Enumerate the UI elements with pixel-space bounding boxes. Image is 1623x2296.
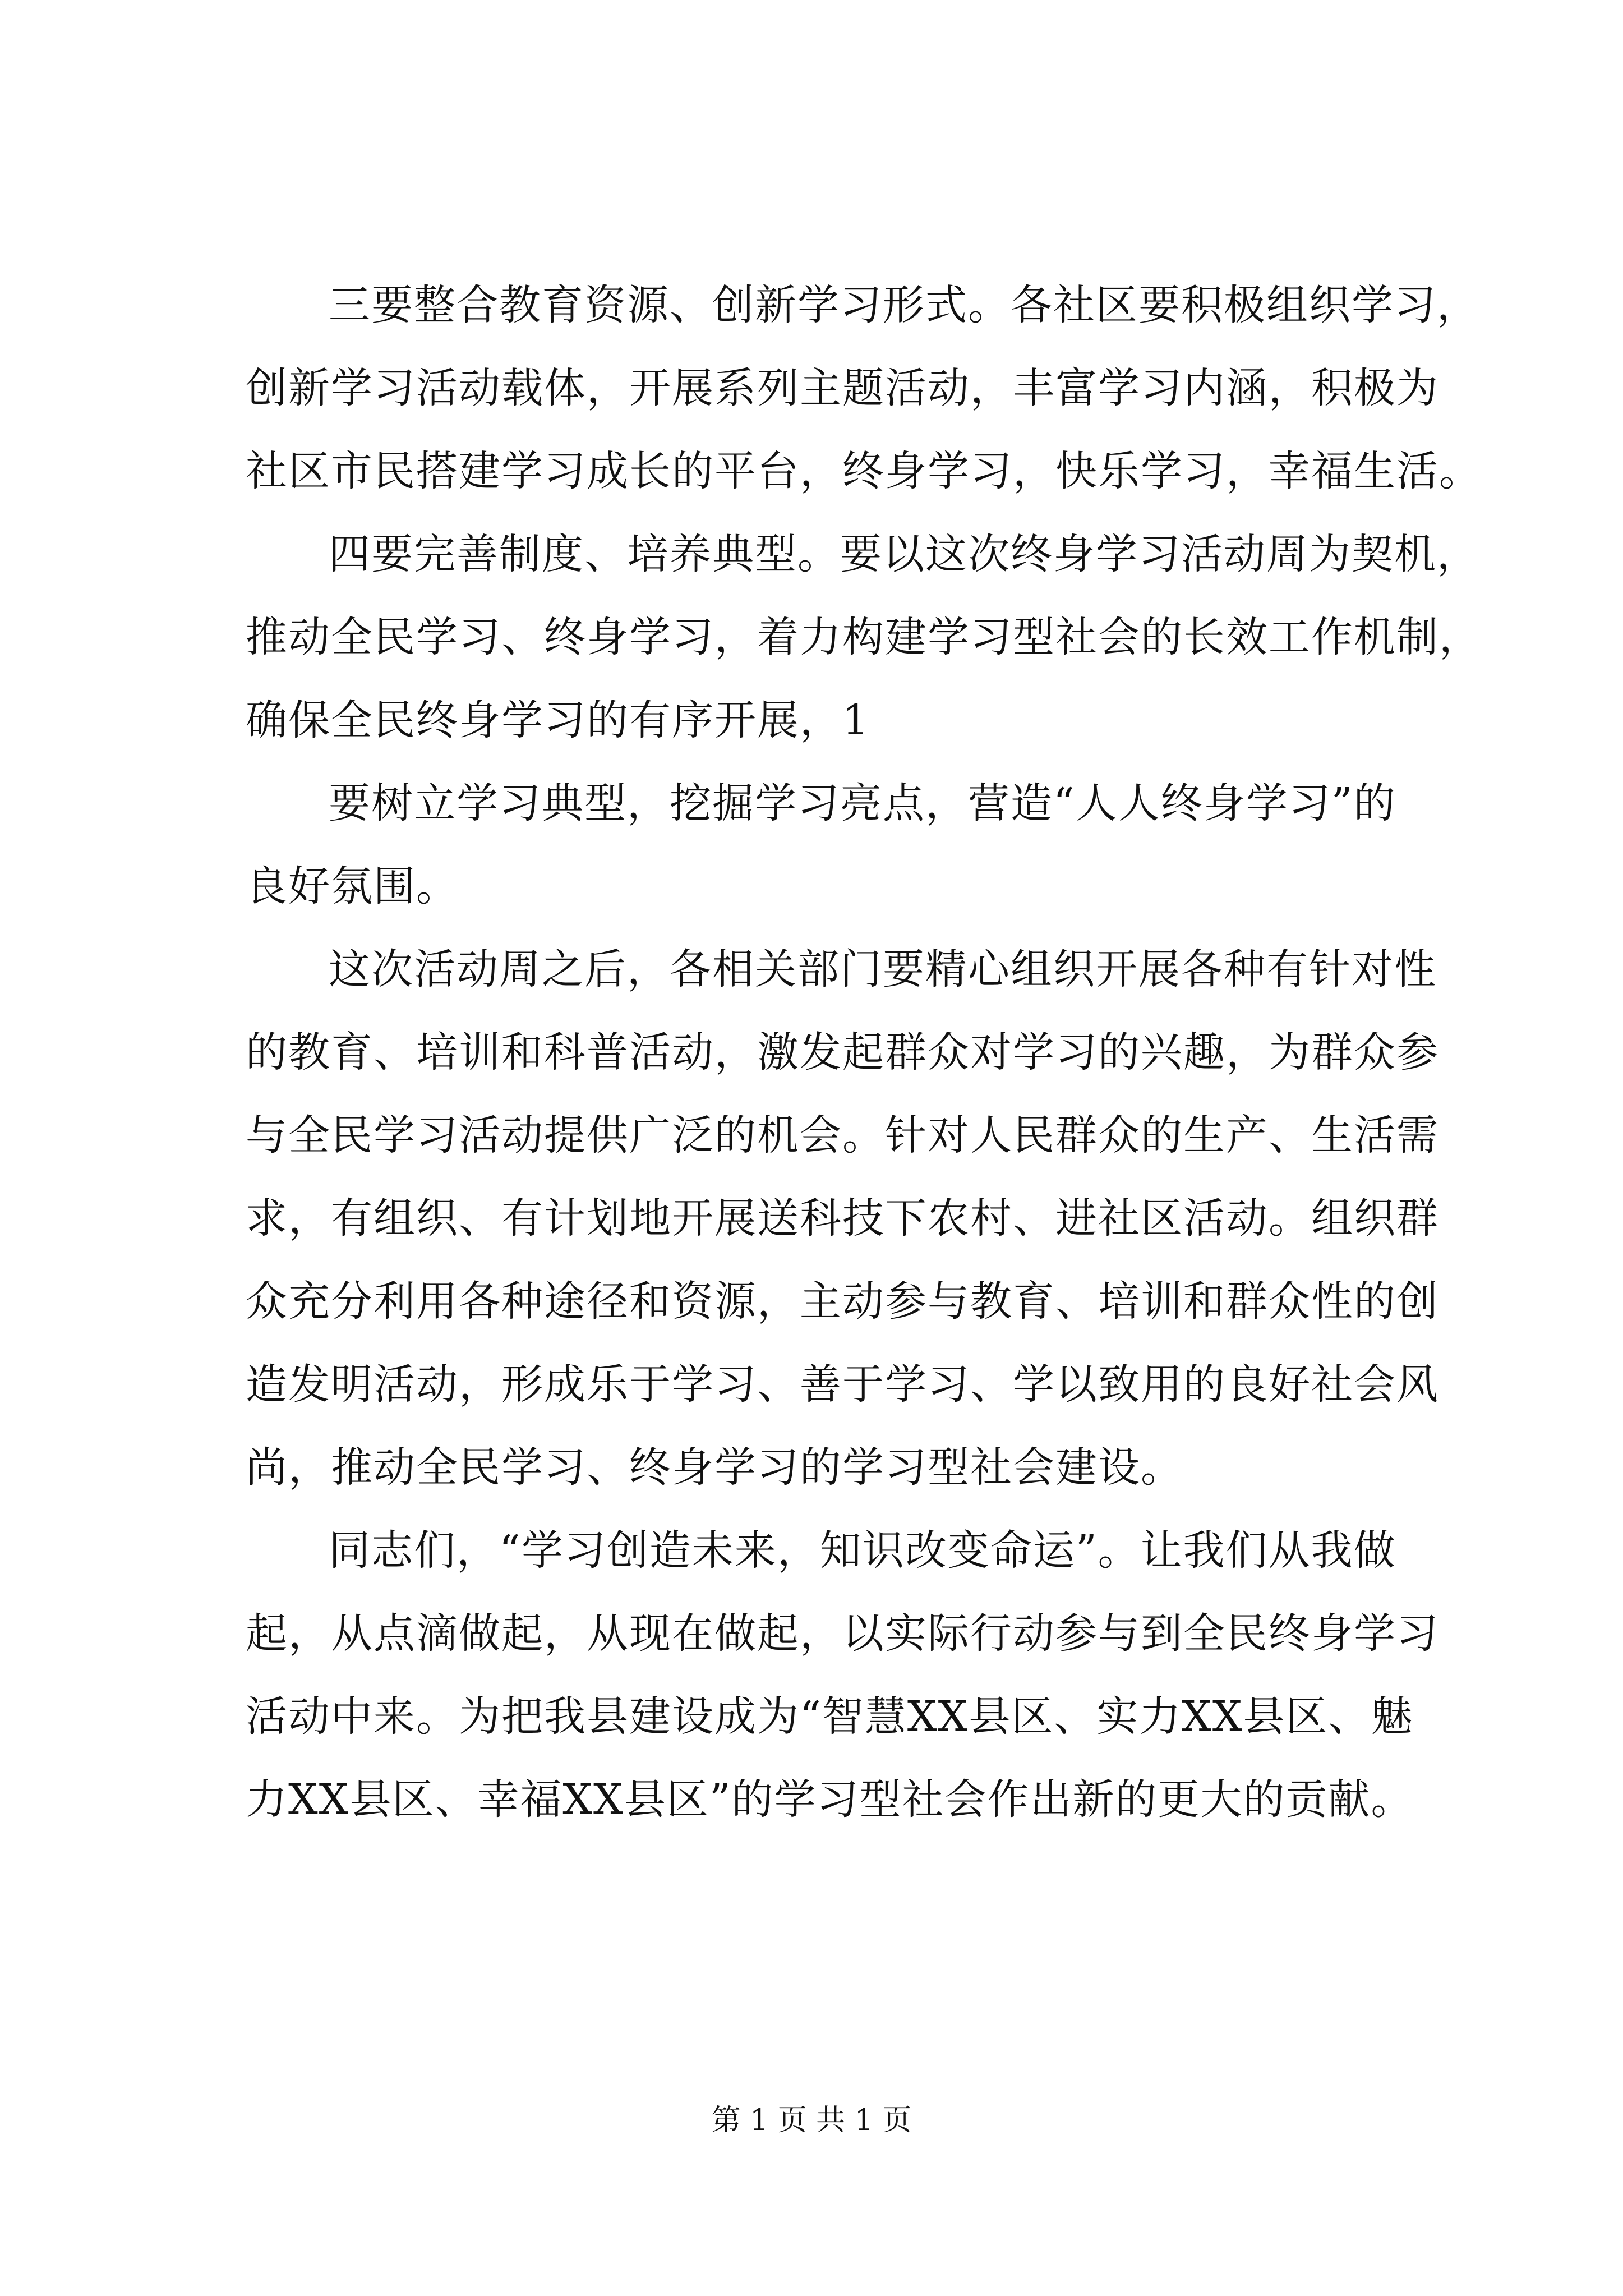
paragraph-line: 力XX县区、幸福XX县区”的学习型社会作出新的更大的贡献。 [246, 1775, 1414, 1824]
paragraph-line: 起，从点滴做起，从现在做起，以实际行动参与到全民终身学习 [246, 1609, 1439, 1658]
paragraph-line: 创新学习活动载体，开展系列主题活动，丰富学习内涵，积极为 [246, 364, 1439, 412]
paragraph-line: 社区市民搭建学习成长的平台，终身学习，快乐学习，幸福生活。 [246, 447, 1482, 495]
paragraph-line: 同志们，“学习创造未来，知识改变命运”。让我们从我做 [329, 1526, 1396, 1575]
paragraph-line: 活动中来。为把我县建设成为“智慧XX县区、实力XX县区、魅 [246, 1692, 1414, 1741]
page-number-footer: 第 1 页 共 1 页 [711, 2104, 912, 2137]
paragraph-line: 的教育、培训和科普活动，激发起群众对学习的兴趣，为群众参 [246, 1028, 1439, 1076]
paragraph-line: 推动全民学习、终身学习，着力构建学习型社会的长效工作机制， [246, 613, 1482, 661]
paragraph-line: 尚，推动全民学习、终身学习的学习型社会建设。 [246, 1443, 1183, 1492]
paragraph-line: 四要完善制度、培养典型。要以这次终身学习活动周为契机， [329, 530, 1479, 578]
paragraph-line: 这次活动周之后，各相关部门要精心组织开展各种有针对性 [329, 945, 1437, 993]
paragraph-line: 确保全民终身学习的有序开展，1 [246, 696, 870, 744]
paragraph-line: 众充分利用各种途径和资源，主动参与教育、培训和群众性的创 [246, 1277, 1439, 1326]
paragraph-line: 与全民学习活动提供广泛的机会。针对人民群众的生产、生活需 [246, 1111, 1439, 1159]
paragraph-line: 造发明活动，形成乐于学习、善于学习、学以致用的良好社会风 [246, 1360, 1439, 1409]
document-body [246, 264, 1482, 1841]
paragraph-line: 三要整合教育资源、创新学习形式。各社区要积极组织学习， [329, 281, 1479, 329]
paragraph-line: 要树立学习典型，挖掘学习亮点，营造“人人终身学习”的 [329, 779, 1396, 827]
paragraph-line: 良好氛围。 [246, 862, 459, 910]
paragraph-line: 求，有组织、有计划地开展送科技下农村、进社区活动。组织群 [246, 1194, 1439, 1243]
